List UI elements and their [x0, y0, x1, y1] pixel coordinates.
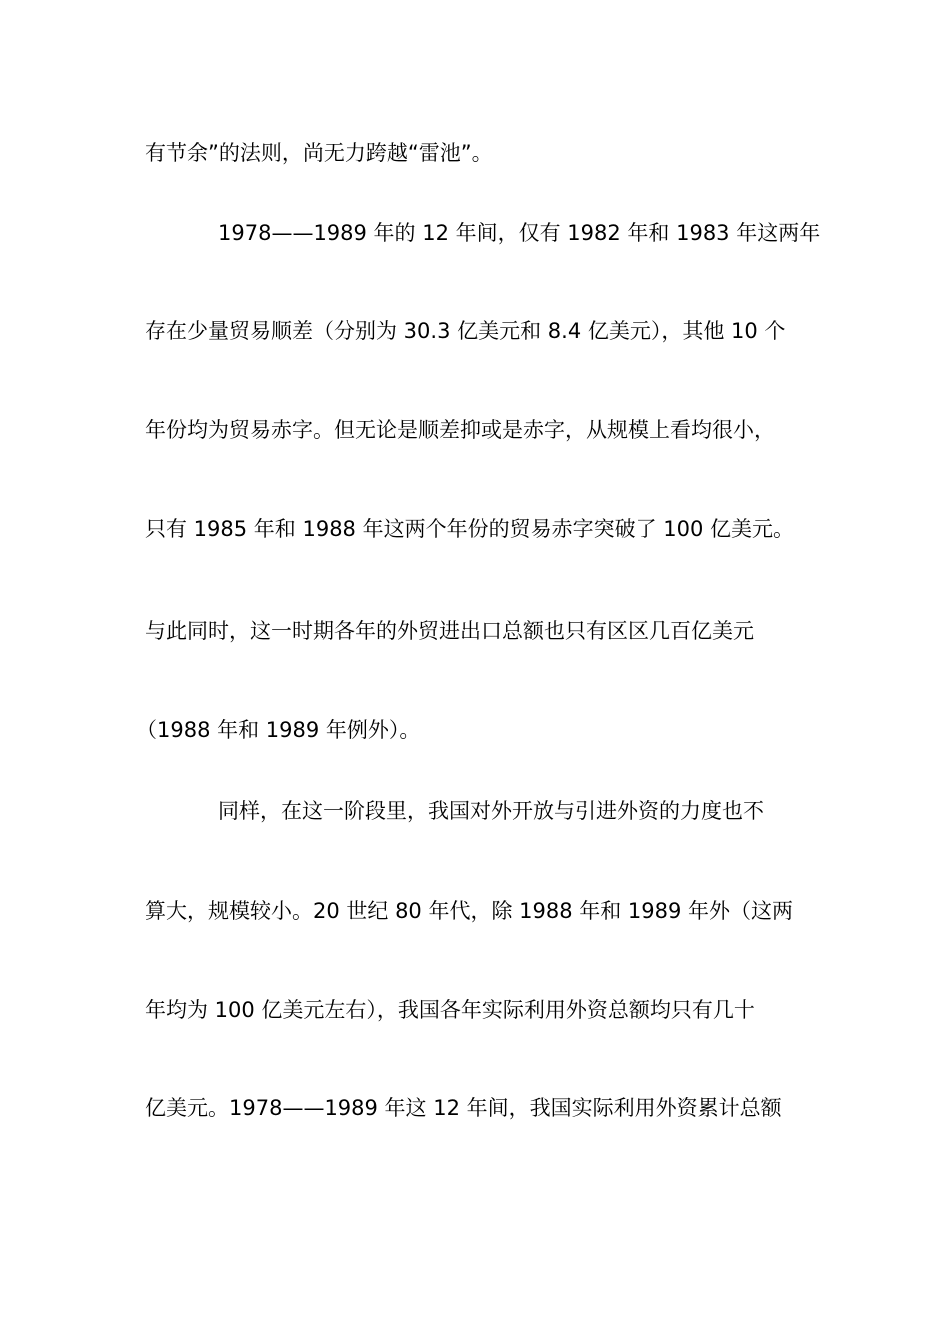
text-line: 存在少量贸易顺差（分别为 30.3 亿美元和 8.4 亿美元），其他 10 个	[145, 319, 786, 343]
paragraph-start-line: 1978——1989 年的 12 年间，仅有 1982 年和 1983 年这两年	[218, 221, 821, 245]
text-line: 只有 1985 年和 1988 年这两个年份的贸易赤字突破了 100 亿美元。	[145, 517, 795, 541]
paragraph-start-line: 同样，在这一阶段里，我国对外开放与引进外资的力度也不	[218, 799, 764, 823]
text-line: 有节余”的法则，尚无力跨越“雷池”。	[145, 141, 493, 165]
text-line: （1988 年和 1989 年例外）。	[136, 718, 421, 742]
text-line: 年均为 100 亿美元左右），我国各年实际利用外资总额均只有几十	[145, 998, 755, 1022]
text-line: 亿美元。1978——1989 年这 12 年间，我国实际利用外资累计总额	[145, 1096, 782, 1120]
text-line: 与此同时，这一时期各年的外贸进出口总额也只有区区几百亿美元	[145, 619, 754, 643]
text-line: 算大，规模较小。20 世纪 80 年代，除 1988 年和 1989 年外（这两	[145, 899, 794, 923]
text-line: 年份均为贸易赤字。但无论是顺差抑或是赤字，从规模上看均很小，	[145, 418, 775, 442]
